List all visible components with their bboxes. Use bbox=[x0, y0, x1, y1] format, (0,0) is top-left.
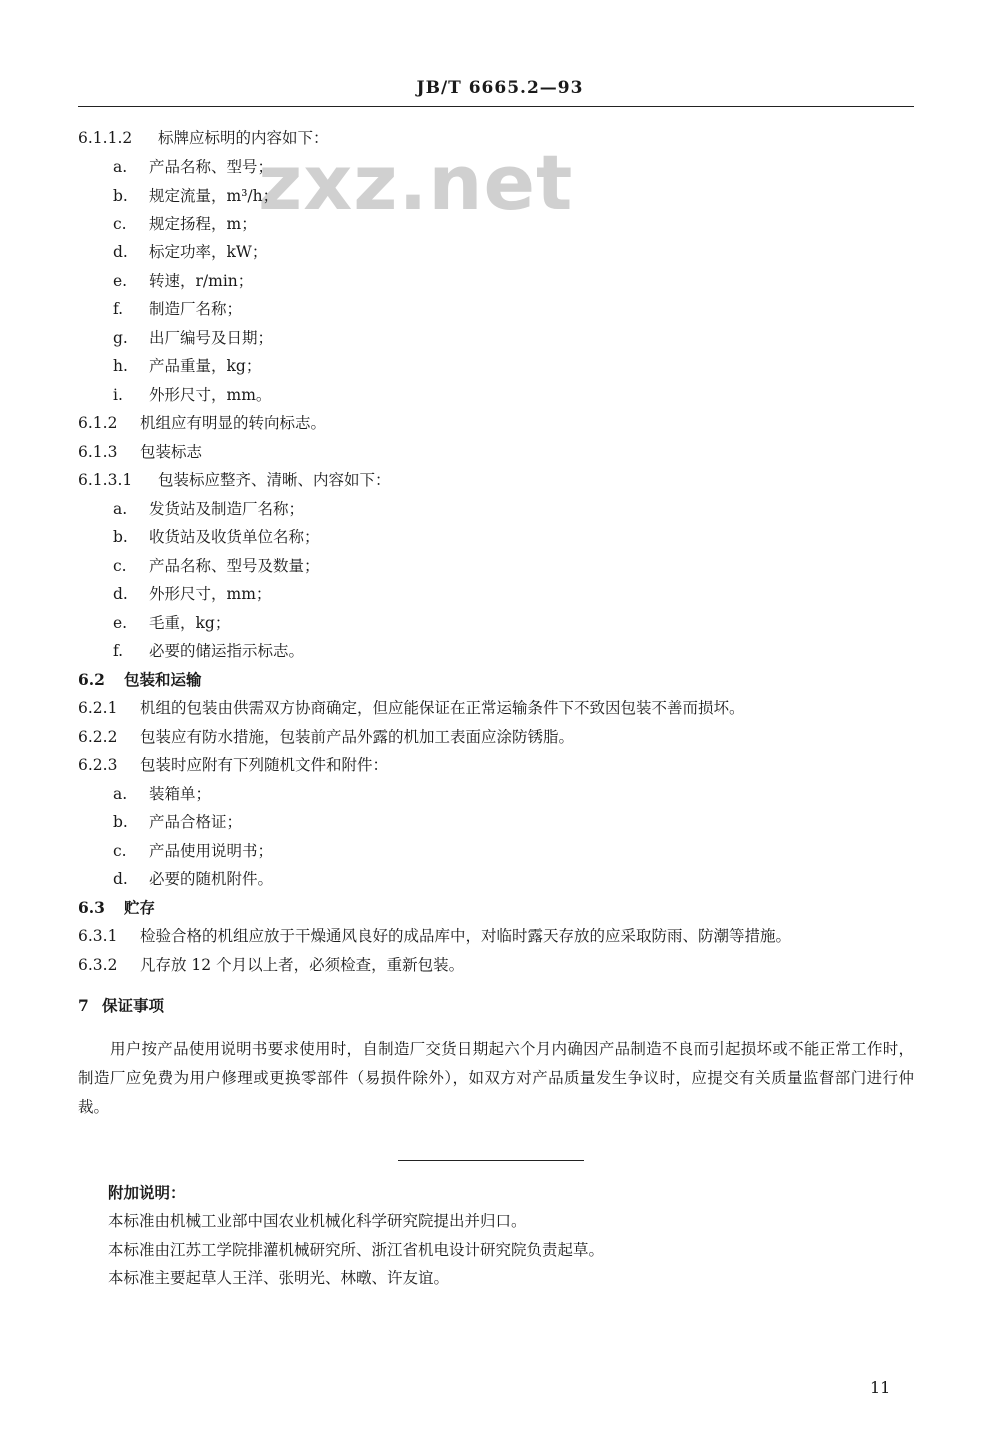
clause-text: 包装应有防水措施，包装前产品外露的机加工表面应涂防锈脂。 bbox=[140, 728, 575, 746]
item-label: a. bbox=[113, 500, 128, 518]
notes-line: 本标准主要起草人王洋、张明光、林暾、许友谊。 bbox=[108, 1269, 450, 1287]
list-item bbox=[113, 556, 320, 576]
item-label: d. bbox=[113, 243, 128, 261]
item-text: 产品使用说明书； bbox=[149, 842, 274, 860]
clause-text: 包装标应整齐、清晰、内容如下： bbox=[158, 471, 391, 489]
clause-6-1-3 bbox=[78, 442, 202, 462]
list-item bbox=[113, 784, 211, 804]
item-label: f. bbox=[113, 642, 124, 660]
item-text: 毛重，kg； bbox=[149, 614, 231, 632]
section-6-3-heading bbox=[78, 898, 155, 918]
list-item bbox=[113, 869, 273, 889]
item-label: c. bbox=[113, 842, 127, 860]
section-title: 贮存 bbox=[124, 898, 156, 917]
header-rule bbox=[78, 106, 914, 107]
item-text: 产品重量，kg； bbox=[149, 357, 262, 375]
watermark: zxz.net bbox=[258, 138, 574, 227]
clause-6-1-2 bbox=[78, 413, 326, 433]
clause-number: 6.1.2 bbox=[78, 414, 118, 432]
list-item bbox=[113, 328, 273, 348]
list-item bbox=[113, 157, 273, 177]
item-label: c. bbox=[113, 215, 127, 233]
document-code: JB/T 6665.2—93 bbox=[416, 78, 584, 98]
list-item bbox=[113, 385, 271, 405]
list-item bbox=[113, 356, 261, 376]
item-text: 外形尺寸，mm； bbox=[149, 585, 272, 603]
item-text: 收货站及收货单位名称； bbox=[149, 528, 320, 546]
item-text: 发货站及制造厂名称； bbox=[149, 500, 305, 518]
notes-divider bbox=[398, 1160, 584, 1161]
clause-6-1-1-2 bbox=[78, 128, 329, 148]
list-item bbox=[113, 812, 242, 832]
item-label: a. bbox=[113, 158, 128, 176]
item-text: 产品名称、型号及数量； bbox=[149, 557, 320, 575]
section-number: 7 bbox=[78, 996, 89, 1015]
notes-title: 附加说明： bbox=[108, 1183, 186, 1202]
list-item bbox=[113, 186, 278, 206]
item-label: e. bbox=[113, 614, 128, 632]
clause-text: 包装时应附有下列随机文件和附件： bbox=[140, 756, 389, 774]
section-7-heading bbox=[78, 996, 164, 1016]
section-title: 保证事项 bbox=[102, 996, 165, 1015]
clause-number: 6.3.2 bbox=[78, 956, 118, 974]
item-text: 产品名称、型号； bbox=[149, 158, 274, 176]
list-item bbox=[113, 527, 320, 547]
item-text: 制造厂名称； bbox=[149, 300, 243, 318]
clause-number: 6.1.1.2 bbox=[78, 129, 133, 147]
clause-6-2-1 bbox=[78, 698, 745, 718]
list-item bbox=[113, 641, 304, 661]
warranty-paragraph: 用户按产品使用说明书要求使用时，自制造厂交货日期起六个月内确因产品制造不良而引起损坏或不能正常工作时，制造厂应免费为用户修理或更换零部件（易损件除外），如双方对产品质量发生争议时，应提交有关质量监督部门进行仲裁。 bbox=[78, 1040, 914, 1116]
section-number: 6.3 bbox=[78, 898, 105, 917]
item-label: b. bbox=[113, 813, 128, 831]
item-label: b. bbox=[113, 528, 128, 546]
item-label: g. bbox=[113, 329, 128, 347]
item-text: 转速，r/min； bbox=[149, 272, 254, 290]
item-text: 出厂编号及日期； bbox=[149, 329, 274, 347]
clause-6-3-1 bbox=[78, 926, 791, 946]
list-item bbox=[113, 613, 230, 633]
clause-number: 6.1.3.1 bbox=[78, 471, 133, 489]
clause-6-2-2 bbox=[78, 727, 574, 747]
clause-text: 凡存放 12 个月以上者，必须检查，重新包装。 bbox=[140, 956, 465, 974]
item-text: 装箱单； bbox=[149, 785, 212, 803]
list-item bbox=[113, 499, 304, 519]
section-number: 6.2 bbox=[78, 670, 105, 689]
clause-text: 标牌应标明的内容如下： bbox=[158, 129, 329, 147]
item-label: h. bbox=[113, 357, 128, 375]
item-text: 规定流量，m³/h； bbox=[149, 187, 279, 205]
clause-number: 6.2.3 bbox=[78, 756, 118, 774]
clause-number: 6.2.2 bbox=[78, 728, 118, 746]
item-label: i. bbox=[113, 386, 123, 404]
clause-number: 6.3.1 bbox=[78, 927, 118, 945]
clause-text: 包装标志 bbox=[140, 443, 203, 461]
clause-text: 检验合格的机组应放于干燥通风良好的成品库中，对临时露天存放的应采取防雨、防潮等措施。 bbox=[140, 927, 792, 945]
item-label: a. bbox=[113, 785, 128, 803]
section-6-2-heading bbox=[78, 670, 202, 690]
item-text: 规定扬程，m； bbox=[149, 215, 257, 233]
list-item bbox=[113, 841, 273, 861]
list-item bbox=[113, 242, 267, 262]
item-text: 产品合格证； bbox=[149, 813, 243, 831]
clause-6-3-2 bbox=[78, 955, 464, 975]
page-number: 11 bbox=[870, 1378, 891, 1397]
item-label: f. bbox=[113, 300, 124, 318]
item-label: b. bbox=[113, 187, 128, 205]
item-label: c. bbox=[113, 557, 127, 575]
clause-text: 机组的包装由供需双方协商确定，但应能保证在正常运输条件下不致因包装不善而损坏。 bbox=[140, 699, 745, 717]
item-text: 标定功率，kW； bbox=[149, 243, 268, 261]
list-item bbox=[113, 299, 242, 319]
list-item bbox=[113, 271, 253, 291]
list-item bbox=[113, 584, 271, 604]
item-label: d. bbox=[113, 870, 128, 888]
notes-line: 本标准由江苏工学院排灌机械研究所、浙江省机电设计研究院负责起草。 bbox=[108, 1241, 605, 1259]
clause-6-1-3-1 bbox=[78, 470, 391, 490]
clause-number: 6.2.1 bbox=[78, 699, 118, 717]
item-label: d. bbox=[113, 585, 128, 603]
clause-number: 6.1.3 bbox=[78, 443, 118, 461]
section-title: 包装和运输 bbox=[124, 670, 202, 689]
item-label: e. bbox=[113, 272, 128, 290]
item-text: 必要的随机附件。 bbox=[149, 870, 274, 888]
notes-line: 本标准由机械工业部中国农业机械化科学研究院提出并归口。 bbox=[108, 1212, 527, 1230]
list-item bbox=[113, 214, 257, 234]
clause-text: 机组应有明显的转向标志。 bbox=[140, 414, 327, 432]
item-text: 外形尺寸，mm。 bbox=[149, 386, 272, 404]
item-text: 必要的储运指示标志。 bbox=[149, 642, 305, 660]
clause-6-2-3 bbox=[78, 755, 388, 775]
